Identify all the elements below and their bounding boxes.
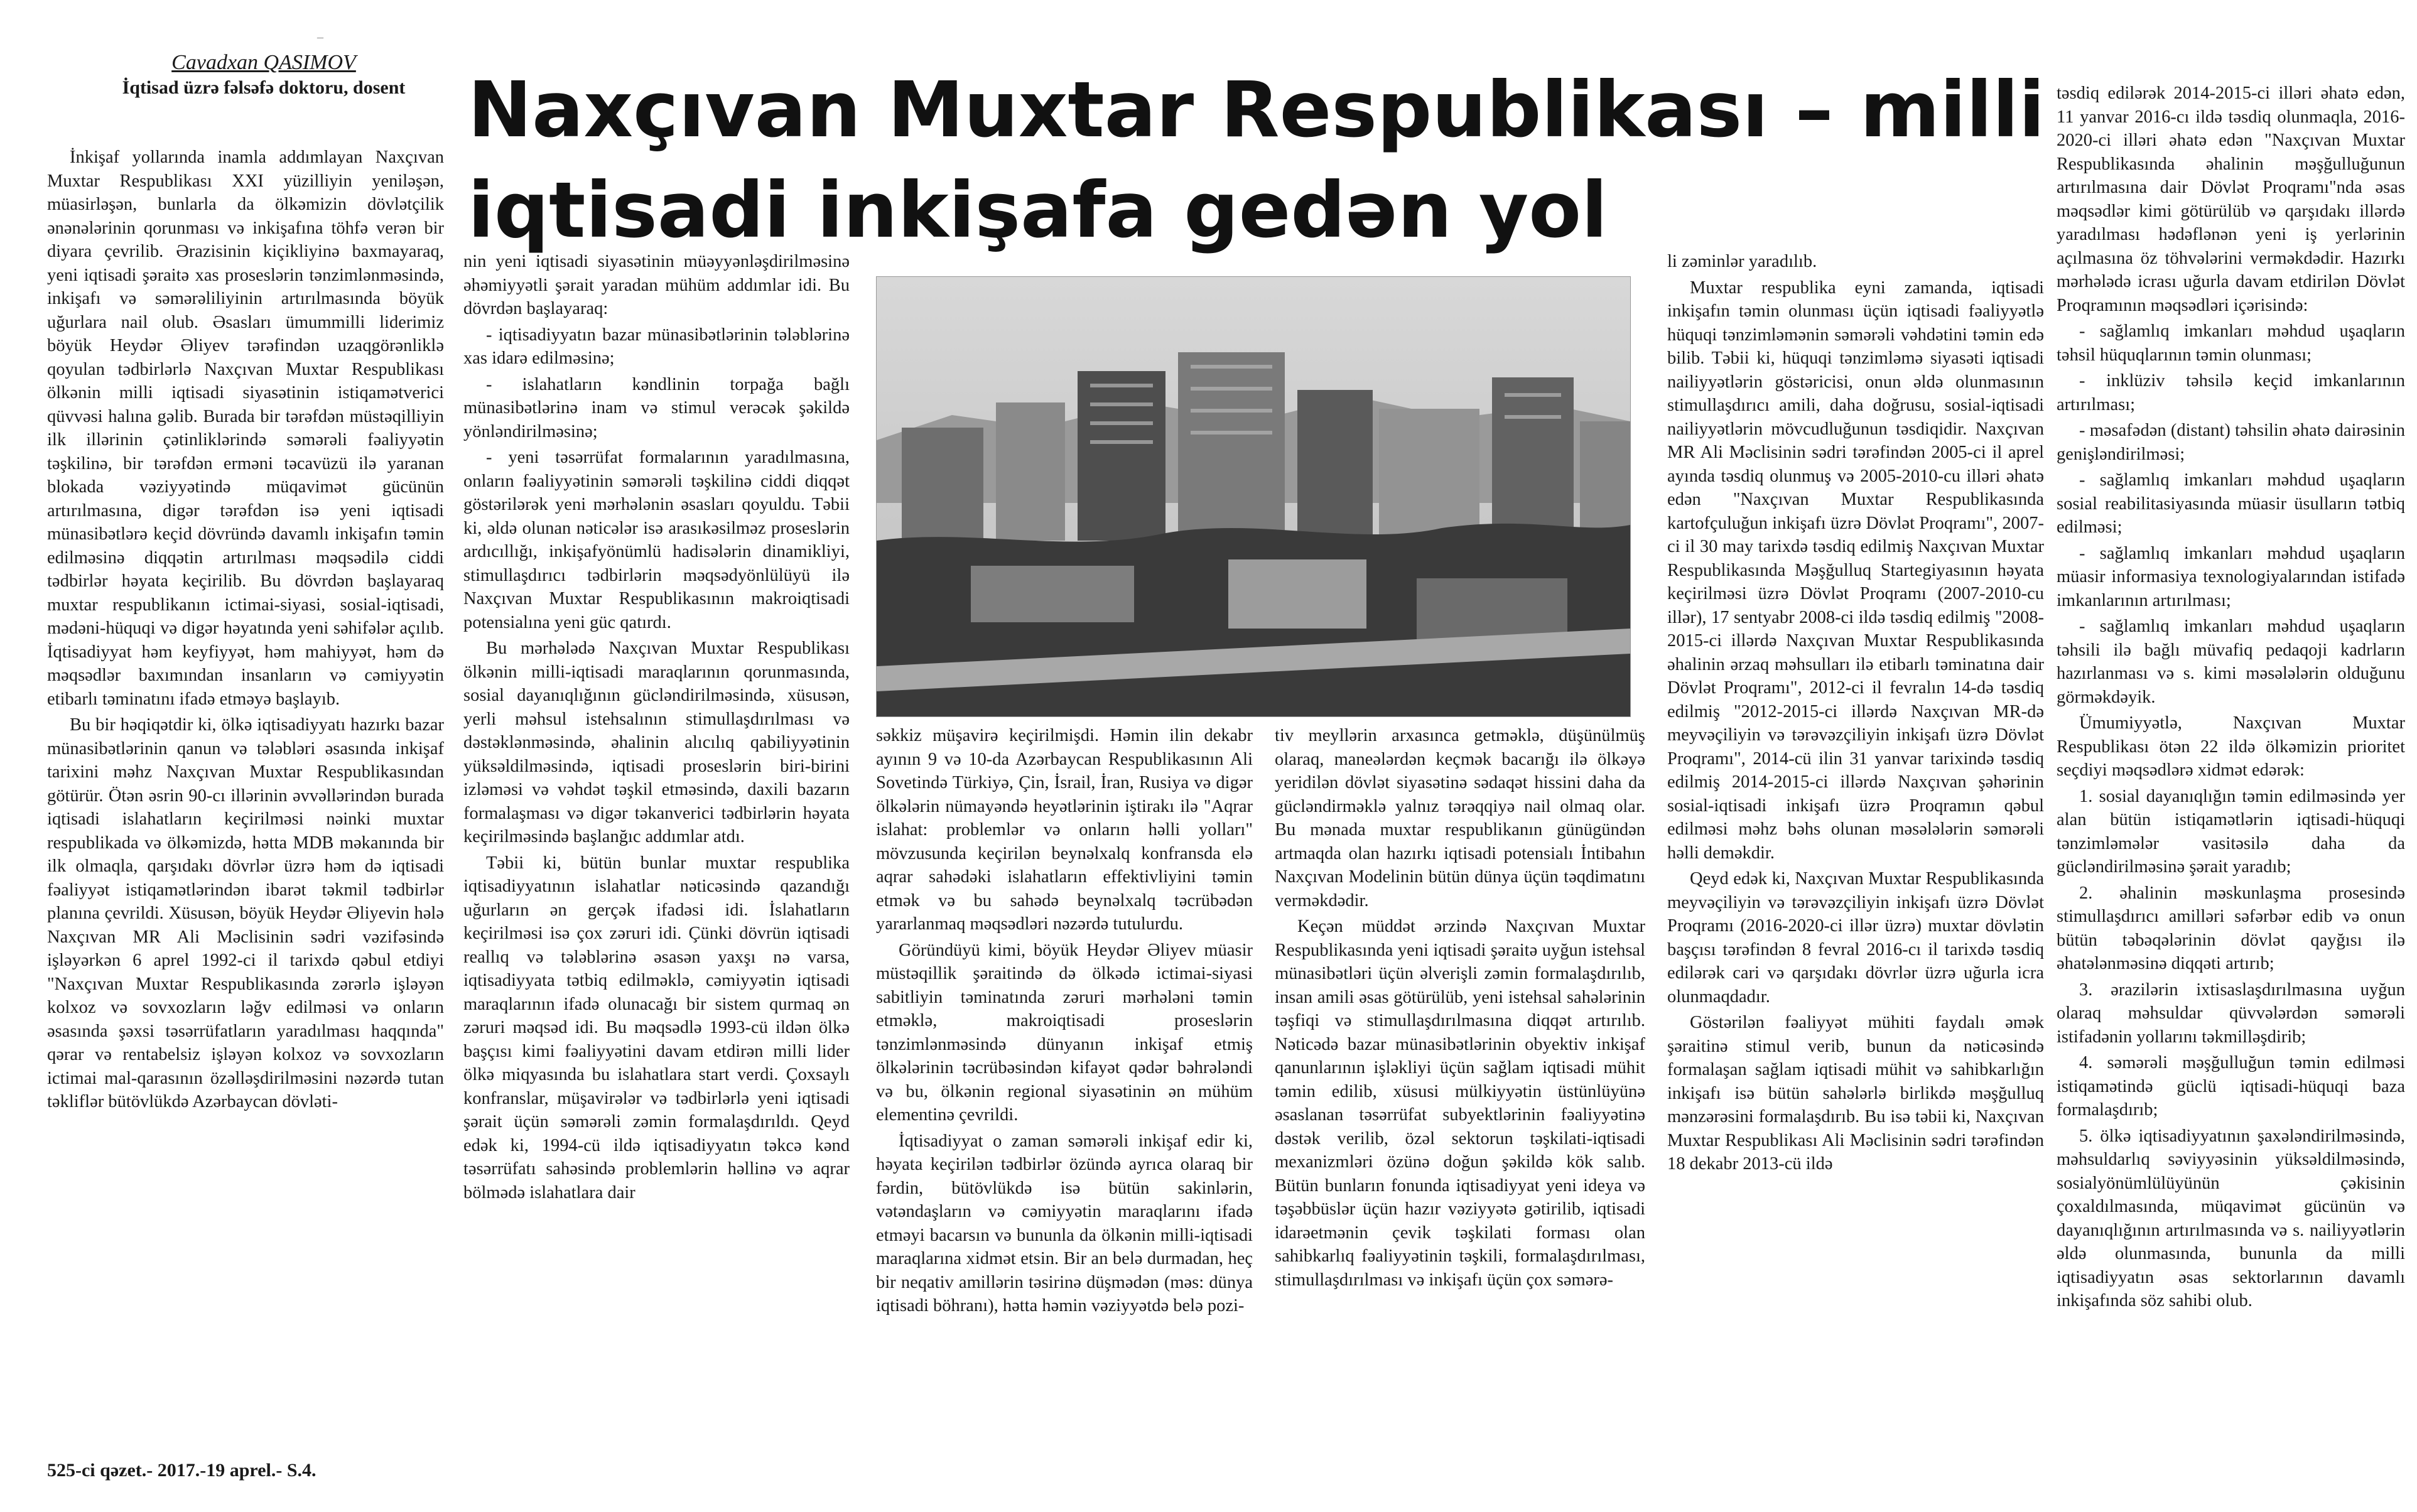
paragraph: 1. sosial dayanıqlığın təmin edilməsində yer alan bütün istiqamətlərin iqtisadi-hüquqi tənzimləmələr vasitəsilə daha da gücləndirilməsinə şərait yaradıb; <box>2057 786 2405 877</box>
paragraph: Göstərilən fəaliyyət mühiti faydalı əmək şəraitinə stimul verib, bunun da nəticəsində formalaşan sağlam iqtisadi mühit və sahibkarlığın inkişafı isə bütün sahələrlə birlikdə məşğulluq mənzərəsini formalaşdırıb. Bu isə təbii ki, Naxçıvan Muxtar Respublikası Ali Məclisinin sədri tərəfindən 18 dekabr 2013-cü ildə <box>1667 1013 2044 1174</box>
paragraph: 2. əhalinin məskunlaşma prosesində stimullaşdırıcı amilləri səfərbər edib və onun bütün təbəqələrinin dövlət qayğısı ilə əhatələnməsinə diqqəti artırıb; <box>2057 883 2405 973</box>
article-column-1 <box>47 146 444 1433</box>
paragraph: təsdiq edilərək 2014-2015-ci illəri əhatə edən, 11 yanvar 2016-cı ildə təsdiq olunmaqla, 2016-2020-ci illəri əhatə edən "Naxçıvan Muxtar Respublikasında əhalinin məşğulluğunun artırılmasına dair Dövlət Proqramı"nda əsas məqsədlər kimi götürülüb və qarşıdakı illərdə yaradılması hədəflənən yeni iş yerlərinin açılmasına öz töhvələrini verməkdədir. Hazırkı mərhələdə icrası uğurla davam etdirilən Dövlət Proqramının məqsədləri içərisində: <box>2057 84 2405 315</box>
article-column-4 <box>1275 724 1645 1432</box>
paragraph: - sağlamlıq imkanları məhdud uşaqların müasir informasiya texnologiyalarından istifadə imkanlarının artırılması; <box>2057 543 2405 610</box>
paragraph: - sağlamlıq imkanları məhdud uşaqların təhsili ilə bağlı müvafiq pedaqoji kadrların hazırlanması və s. kimi məsələlərin olduğunu görməkdəyik. <box>2057 617 2405 707</box>
article-column-6 <box>2057 82 2405 1435</box>
paragraph: Təbii ki, bütün bunlar muxtar respublika iqtisadiyyatının islahatlar nəticəsində qazandığı uğurların ən gerçək ifadəsi idi. İslahatların keçirilməsi isə çox zəruri idi. Çünki dövrün iqtisadi reallıq və tələblərinə əsasən yaxşı nə varsa, iqtisadiyyata tətbiq edilməklə, cəmiyyətin iqtisadi maraqlarının ifadə olunacağı bir sistem qurmaq ən zəruri məqsəd idi. Bu məqsədlə 1993-cü ildən ölkə başçısı kimi fəaliyyətini davam etdirən milli lider ölkə miqyasında bu islahatlara start verdi. Çoxsaylı konfranslar, müşavirələr və tədbirlərlə yeni iqtisadi şərait üçün səmərəli zəmin formalaşdırıldı. Qeyd edək ki, 1994-cü ildə iqtisadiyyatın təkcə kənd təsərrüfatı sahəsində problemlərin həllinə və aqrar bölmədə islahatlara dair <box>463 853 850 1202</box>
paragraph: Qeyd edək ki, Naxçıvan Muxtar Respublikasında meyvəçiliyin və tərəvəzçiliyin inkişafı üzrə Dövlət Proqramı (2016-2020-ci illər üzrə) muxtar dövlətin başçısı tərəfindən 8 fevral 2016-cı il tarixdə təsdiq edilərək cari və qarşıdakı dövrlər üzrə uğurla icra olunmaqdadır. <box>1667 869 2044 1007</box>
author-block <box>88 50 440 100</box>
article-column-2 <box>463 250 850 1430</box>
paragraph: səkkiz müşavirə keçirilmişdi. Həmin ilin dekabr ayının 9 və 10-da Azərbaycan Respublikasının Ali Sovetində Türkiyə, Çin, İsrail, İran, Rusiya və digər ölkələrin nümayəndə heyətlərinin iştirakı ilə "Aqrar islahat: problemlər və onların həlli yolları" mövzusunda keçirilən beynəlxalq konfransda elə aqrar sahədəki islahatların effektivliyini təmin etmək və bu sahədə beynəlxalq təcrübədən yararlanmaq məqsədləri nəzərdə tutulurdu. <box>876 726 1253 934</box>
paragraph: tiv meyllərin arxasınca getməklə, düşünülmüş olaraq, maneələrdən keçmək bacarığı ilə ölkəyə yeridilən dövlət siyasətinə sədaqət hissini daha da gücləndirməklə yalnız tərəqqiyə nail olmaq olar. Bu mənada muxtar respublikanın günügündən artmaqda olan hazırkı iqtisadi potensialı İntibahın Naxçıvan Modelinin bütün dünya üçün təqdimatını verməkdədir. <box>1275 726 1645 910</box>
paragraph: Muxtar respublika eyni zamanda, iqtisadi inkişafın təmin olunması üçün iqtisadi fəaliyyətlə hüquqi tənzimləmənin səmərəli vəhdətini təmin edə bilib. Təbii ki, hüquqi tənzimləmə siyasəti iqtisadi nailiyyətlərin göstəricisi, onun əldə olunmasının stimullaşdırıcı amili, daha doğrusu, sosial-iqtisadi nailiyyətlərin mövcudluğunun təsdiqidir. Naxçıvan MR Ali Məclisinin sədri tərəfindən 2005-ci il aprel ayında təsdiq olunmuş və 2005-2010-cu illəri əhatə edən "Naxçıvan Muxtar Respublikasında kartofçuluğun inkişafı üzrə Dövlət Proqramı", 2007-ci il 30 may tarixdə təsdiq edilmiş Naxçıvan Muxtar Respublikasında Məşğulluq Startegiyasının həyata keçirilməsi üzrə Dövlət Proqramı (2007-2010-cu illər), 17 sentyabr 2008-ci ildə təsdiq edilmiş "2008-2015-ci illərdə Naxçıvan Muxtar Respublikasında əhalinin ərzaq məhsulları ilə etibarlı təminatına dair Dövlət Proqramı", 2012-ci il fevralın 14-də təsdiq edilmiş "2012-2015-ci illərdə Naxçıvan MR-də meyvəçiliyin və tərəvəzçiliyin inkişafı üzrə Dövlət Proqramı", 2014-cü ilin 31 yanvar tarixində təsdiq edilmiş 2014-2015-ci illərdə Naxçıvan şəhərinin sosial-iqtisadi inkişafı üzrə Proqramın qəbul edilməsi məhz bəhs olunan məsələlərin səmərəli həlli deməkdir. <box>1667 278 2044 863</box>
paragraph: nin yeni iqtisadi siyasətinin müəyyənləşdirilməsinə əhəmiyyətli şərait yaradan mühüm addımlar idi. Bu dövrdən başlayaraq: <box>463 252 850 318</box>
paragraph: - sağlamlıq imkanları məhdud uşaqların sosial reabilitasiyasında müasir üsulların tətbiq edilməsi; <box>2057 470 2405 537</box>
paragraph: Ümumiyyətlə, Naxçıvan Muxtar Respublikası ötən 22 ildə ölkəmizin prioritet seçdiyi məqsədlərə xidmət edərək: <box>2057 713 2405 780</box>
paragraph: - məsafədən (distant) təhsilin əhatə dairəsinin genişləndirilməsi; <box>2057 421 2405 464</box>
paragraph: 4. səmərəli məşğulluğun təmin edilməsi istiqamətində güclü iqtisadi-hüquqi baza formalaşdırıb; <box>2057 1053 2405 1120</box>
paragraph: li zəminlər yaradılıb. <box>1667 252 1817 271</box>
author-title: İqtisad üzrə fəlsəfə doktoru, dosent <box>122 77 406 98</box>
article-column-5 <box>1667 250 2044 1432</box>
city-photo <box>876 276 1631 717</box>
paragraph: - sağlamlıq imkanları məhdud uşaqların təhsil hüquqlarının təmin olunması; <box>2057 321 2405 365</box>
paragraph: İqtisadiyyat o zaman səmərəli inkişaf edir ki, həyata keçirilən tədbirlər özündə ayrıca olaraq bir fərdin, bütövlükdə isə bütün sakinlərin, vətəndaşların və cəmiyyətin maraqlarını ifadə etməyi bacarsın və bununla da ölkənin milli-iqtisadi maraqlarına xidmət etsin. Bir an belə durmadan, heç bir neqativ amillərin təsirinə düşmədən (məs: dünya iqtisadi böhranı), hətta həmin vəziyyətdə belə pozi- <box>876 1131 1253 1315</box>
paragraph: - inklüziv təhsilə keçid imkanlarının artırılması; <box>2057 371 2405 414</box>
paragraph: 5. ölkə iqtisadiyyatının şaxələndirilməsində, məhsuldarlıq səviyyəsinin yüksəldilməsində, sosialyönümlülüyünün çəkisinin çoxaldılmasında, müqavimət gücünün və dayanıqlığının artırılmasında və s. nailiyyətlərin əldə olunmasında, bununla da milli iqtisadiyyatın əsas sektorlarının davamlı inkişafında söz sahibi olub. <box>2057 1126 2405 1310</box>
city-photo-image <box>877 277 1630 716</box>
paragraph: Keçən müddət ərzində Naxçıvan Muxtar Respublikasında yeni iqtisadi şəraitə uyğun istehsal münasibətləri üçün əlverişli zəmin formalaşdırılıb, insan amili əsas götürülüb, yeni istehsal sahələrinin təşfiqi və stimullaşdırılmasına diqqət artırılıb. Nəticədə bazar münasibətlərinin obyektiv inkişaf qanunlarının işləkliyi üçün sağlam iqtisadi mühit təmin edilib, xüsusi mülkiyyətin üstünlüyünə əsaslanan təsərrüfat subyektlərinin fəaliyyətinə dəstək verilib, özəl sektorun təşkilati-iqtisadi mexanizmləri özünə doğun şəkildə kök salıb. Bütün bunların fonunda iqtisadiyyat yeni ideya və təşəbbüslər üçün hazır vəziyyətə gətirilib, iqtisadi idarəetmənin çevik təşkilati forması olan sahibkarlıq fəaliyyətinin təşkili, formalaşdırılması, stimullaşdırılması və inkişafı üçün çox səmərə- <box>1275 917 1645 1290</box>
article-headline: Naxçıvan Muxtar Respublikası – milli iqtisadi inkişafa gedən yol <box>468 65 2045 255</box>
paragraph: - iqtisadiyyatın bazar münasibətlərinin tələblərinə xas idarə edilməsinə; <box>463 325 850 368</box>
paragraph: - islahatların kəndlinin torpağa bağlı münasibətlərinə inam və stimul verəcək şəkildə yönləndirilməsinə; <box>463 374 850 441</box>
top-mark: – <box>317 30 323 44</box>
paragraph: Bu bir həqiqətdir ki, ölkə iqtisadiyyatı hazırkı bazar münasibətlərinin qanun və tələbləri əsasında inkişaf tarixini məhz Naxçıvan Muxtar Respublikasından götürür. Ötən əsrin 90-cı illərinin əvvəllərindən burada iqtisadi islahatların keçirilməsi nəinki muxtar respublikada və ölkəmizdə, hətta MDB məkanında bir ilk olmaqla, qarşıdakı dövrlər üzrə həm də iqtisadi fəaliyyət istiqamətlərindən ibarət təkmil tədbirlər planına çevrildi. Xüsusən, böyük Heydər Əliyevin hələ Naxçıvan MR Ali Məclisinin sədri vəzifəsində işləyərkən 6 aprel 1992-ci il tarixdə qəbul etdiyi "Naxçıvan Muxtar Respublikasında zərərlə işləyən kolxoz və sovxozların ləğv edilməsi və onların əsasında şəxsi təsərrüfatların yaradılması haqqında" qərar və rentabelsiz işləyən kolxoz və sovxozların ictimai mal-qarasının özəlləşdirilməsini nəzərdə tutan təkliflər bütövlükdə Azərbaycan dövləti- <box>47 715 444 1111</box>
author-name: Cavadxan QASIMOV <box>171 51 356 74</box>
paragraph: - yeni təsərrüfat formalarının yaradılmasına, onların fəaliyyətinin səmərəli təşkilinə ciddi diqqət göstərilərək yeni mərhələnin əsasları qoyuldu. Təbii ki, əldə olunan nəticələr isə arasıkəsilməz proseslərin ardıcıllığı, inkişafyönümlü hadisələrin dinamikliyi, stimullaşdırıcı tədbirlərin məqsədyönlülüyü ilə Naxçıvan Muxtar Respublikasının makroiqtisadi potensialına yeni güc qatırdı. <box>463 448 850 632</box>
paragraph: İnkişaf yollarında inamla addımlayan Naxçıvan Muxtar Respublikası XXI yüzilliyin yeniləşən, müasirləşən, bunlarla da ölkəmizin dövlətçilik ənənələrinin qorunması və inkişafına töhfə verən bir diyara çevrilib. Ərazisinin kiçikliyinə baxmayaraq, yeni iqtisadi şəraitə xas proseslərin tənzimlənməsində, inkişafı və səmərəliliyinin artırılmasında böyük uğurlara nail olub. Əsasları ümummilli liderimiz böyük Heydər Əliyev tərəfindən uzaqgörənliklə qoyulan tədbirlərlə Naxçıvan Muxtar Respublikası ölkənin milli iqtisadi siyasətinin istiqamətverici qüvvəsi halına gəlib. Burada bir tərəfdən müstəqilliyin ilk illərinin çətinliklərində səmərəli fəaliyyətin təşkilinə, bir tərəfdən erməni təcavüzü ilə yaranan blokada vəziyyətində müqavimət gücünün artırılmasına, digər tərəfdən isə yeni iqtisadi münasibətlərə keçid dövründə davamlı inkişafın təmin edilməsinə diqqətin artırılması məqsədilə ciddi tədbirlər həyata keçirilib. Bu dövrdən başlayaraq muxtar respublikanın ictimai-siyasi, sosial-iqtisadi, mədəni-hüquqi və digər həyatında yeni səhifələr açılıb. İqtisadiyyat həm keyfiyyət, həm mahiyyət, həm də məqsədlər baxımından insanların və cəmiyyətin etibarlı təminatını ifadə etməyə başlayıb. <box>47 148 444 709</box>
paragraph: Göründüyü kimi, böyük Heydər Əliyev müasir müstəqillik şəraitində də ölkədə ictimai-siyasi sabitliyin təminatında zəruri mərhələni təmin etməklə, makroiqtisadi proseslərin tənzimlənməsində dünyanın inkişaf etmiş ölkələrinin təcrübəsindən kifayət qədər bəhrələndi və bu, ölkənin regional siyasətinin ən mühüm elementinə çevrildi. <box>876 940 1253 1125</box>
paragraph: 3. ərazilərin ixtisaslaşdırılmasına uyğun olaraq məhsuldar qüvvələrdən səmərəli istifadənin yollarını təkmilləşdirib; <box>2057 980 2405 1047</box>
article-column-3 <box>876 724 1253 1432</box>
publication-footer: 525-ci qəzet.- 2017.-19 aprel.- S.4. <box>47 1460 316 1481</box>
paragraph: Bu mərhələdə Naxçıvan Muxtar Respublikası ölkənin milli-iqtisadi maraqlarının qorunmasında, sosial dayanıqlığının gücləndirilməsində, xüsusən, yerli məhsul istehsalının stimullaşdırılması və dəstəklənməsində, əhalinin alıcılıq qabiliyyətinin yüksəldilməsində, iqtisadi proseslərin biri-birini izləməsi və vəhdət təşkil etməsində, daxili bazarın formalaşması və digər təkanverici tədbirlərin həyata keçirilməsində başlanğıc addımlar atdı. <box>463 639 850 846</box>
